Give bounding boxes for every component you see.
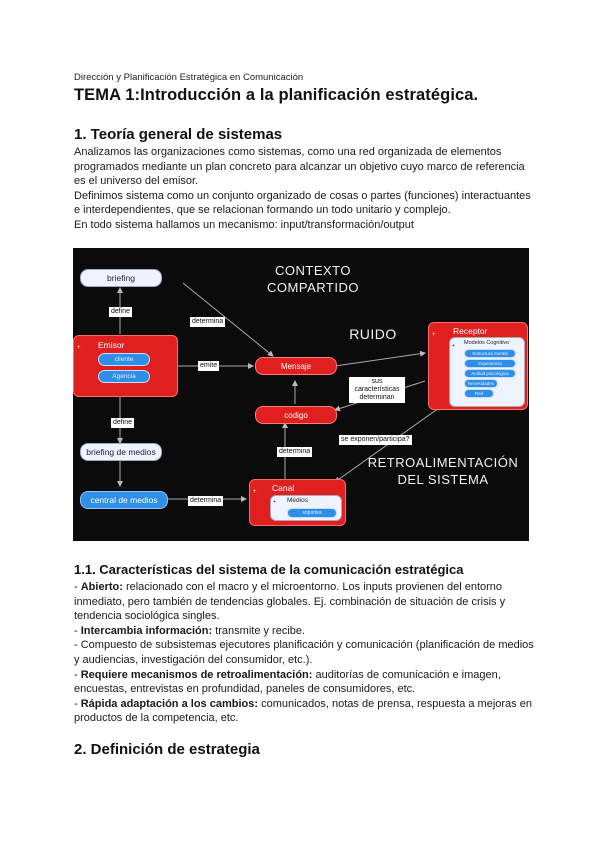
emite-tag: emite — [200, 362, 218, 369]
canal-panel — [270, 495, 342, 521]
central-medios-node: central de medios — [80, 491, 168, 509]
list-item: - Intercambia información: transmite y recibe. — [74, 624, 306, 637]
section-1-paragraph-3: En todo sistema hallamos un mecanismo: input/transformación/output — [74, 218, 414, 231]
canal-box — [249, 479, 346, 526]
cliente-item: cliente — [98, 353, 150, 366]
section-2-heading: 2. Definición de estrategia — [74, 741, 260, 758]
section-1-1-heading: 1.1. Características del sistema de la comunicación estratégica — [74, 562, 464, 577]
course-subject: Dirección y Planificación Estratégica en Comunicación — [74, 72, 304, 83]
document-title: TEMA 1:Introducción a la planificación estratégica. — [74, 86, 479, 104]
receptor-item-modelos: Modelos Cognitivo — [464, 340, 510, 346]
determina-tag-3: determina — [190, 497, 222, 504]
expand-icon: + — [432, 332, 436, 338]
characteristics-list — [74, 580, 534, 726]
ruido-label: RUIDO — [349, 326, 397, 342]
briefing-medios-node: briefing de medios — [80, 443, 162, 461]
list-item: - Compuesto de subsistemas ejecutores planificación y comunicación (planificación de medios y audiencias, investigación del consumidor, etc.). — [74, 639, 534, 666]
receptor-item-actitud: Actitud psicológica — [464, 369, 516, 378]
retroalimentacion-label — [358, 454, 528, 488]
se-exponen-tag: se exponen/participa? — [341, 436, 410, 443]
receptor-item-necesidades: Necesidades — [464, 379, 498, 388]
canal-label: Canal — [272, 483, 295, 493]
mensaje-node: Mensaje — [255, 357, 337, 375]
determina-tag-2: determina — [279, 448, 311, 455]
list-item: - Rápida adaptación a los cambios: comunicados, notas de prensa, respuesta a mejoras en productos de la competencia, etc. — [74, 697, 532, 725]
contexto-line-1: CONTEXTO — [275, 263, 351, 278]
define-tag-2: define — [113, 419, 133, 426]
communication-system-diagram — [73, 248, 529, 541]
emisor-label: Emisor — [98, 340, 125, 350]
contexto-line-2: COMPARTIDO — [267, 280, 359, 295]
emisor-box — [73, 335, 178, 397]
codigo-node: codigo — [255, 406, 337, 424]
medios-label: Medios — [287, 497, 308, 504]
briefing-node: briefing — [80, 269, 162, 287]
determina-tag-1: determina — [192, 318, 224, 325]
section-1-body — [74, 145, 534, 232]
contexto-label — [263, 262, 363, 296]
retro-line-2: DEL SISTEMA — [397, 472, 489, 487]
expand-icon: + — [253, 489, 257, 495]
receptor-item-estructura: Estructura mental — [464, 349, 516, 358]
list-item: - Requiere mecanismos de retroalimentación: auditorías de comunicación e imagen, encuestas, entrevistas en profundidad, paneles de consumidores, etc. — [74, 668, 501, 696]
expand-icon: + — [452, 343, 455, 349]
expand-icon: + — [273, 499, 276, 505]
receptor-item-experiencia: Experiencia — [464, 359, 516, 368]
receptor-box — [428, 322, 528, 410]
expand-icon: + — [77, 345, 81, 351]
define-tag-1: define — [111, 308, 131, 315]
agencia-item: Agencia — [98, 370, 150, 383]
section-1-heading: 1. Teoría general de sistemas — [74, 126, 283, 143]
list-item: - Abierto: relacionado con el macro y el microentorno. Los inputs provienen del entorno inmediato, pero también de tendencias globales. Ej. combinación de situación de crisis y tendencia sociológica singles. — [74, 581, 506, 623]
soportes-item: soportes — [287, 508, 337, 518]
section-1-paragraph-1: Analizamos las organizaciones como sistemas, como una red organizada de elementos programados mediante un plan concreto para alcanzar un objetivo cuyo marco de referencia es el universo del emisor. — [74, 146, 525, 187]
section-1-paragraph-2: Definimos sistema como un conjunto organizado de cosas o partes (funciones) interactuantes e interdependientes, que se relacionan formando un todo unitario y complejo. — [74, 189, 531, 216]
receptor-label: Receptor — [453, 326, 488, 336]
receptor-item-red: Red — [464, 389, 494, 398]
receptor-panel — [449, 337, 525, 407]
sus-caracteristicas-tag: sus características determinan — [349, 377, 405, 403]
retro-line-1: RETROALIMENTACIÓN — [367, 455, 519, 470]
